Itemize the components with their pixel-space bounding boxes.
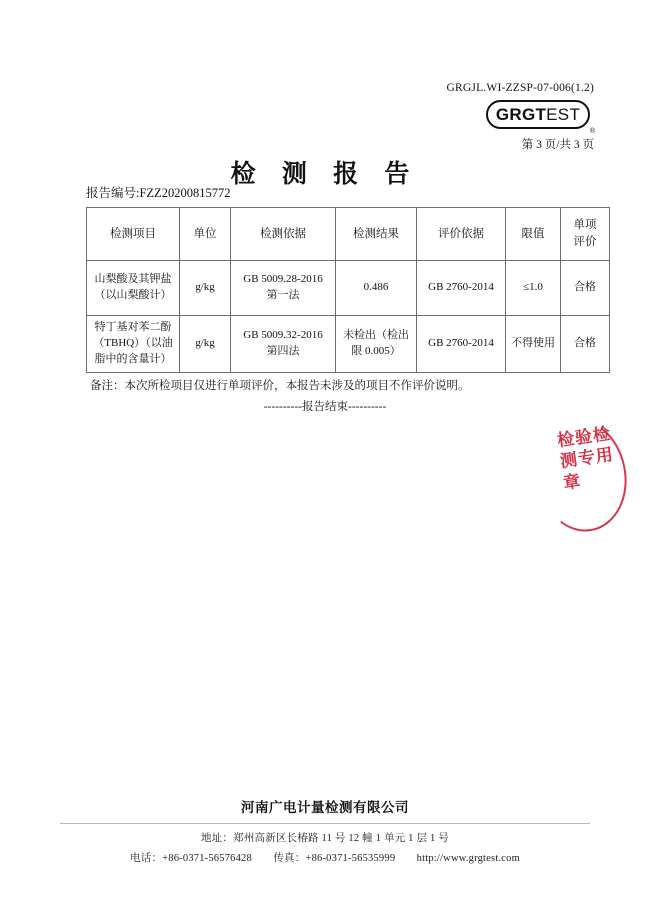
cell-basis-line1: GB 5009.32-2016 bbox=[243, 328, 323, 341]
logo-border bbox=[486, 100, 590, 129]
cell-item-line2: （TBHQ）（以油 bbox=[93, 336, 173, 349]
cell-limit: 不得使用 bbox=[506, 316, 561, 373]
cell-limit: ≤1.0 bbox=[506, 261, 561, 316]
company-logo bbox=[486, 100, 595, 135]
column-header-limit: 限值 bbox=[506, 208, 561, 261]
table-row bbox=[87, 316, 610, 373]
cell-basis-line2: 第四法 bbox=[266, 344, 300, 357]
cell-item-line1: 山梨酸及其钾盐 bbox=[94, 273, 172, 286]
table-row bbox=[87, 261, 610, 316]
logo-text bbox=[496, 106, 580, 123]
footer-contact: 电话：+86-0371-56576428 传真：+86-0371-56535999 http://www.grgtest.com bbox=[130, 853, 520, 864]
column-header-unit: 单位 bbox=[180, 208, 231, 261]
cell-eval-basis: GB 2760-2014 bbox=[417, 316, 506, 373]
cell-eval-basis: GB 2760-2014 bbox=[417, 261, 506, 316]
page-footer bbox=[0, 796, 650, 865]
table-header-row bbox=[87, 208, 610, 261]
cell-item-line1: 特丁基对苯二酚 bbox=[94, 321, 172, 333]
report-number: 报告编号:FZZ20200815772 bbox=[86, 186, 231, 200]
cell-unit: g/kg bbox=[180, 261, 231, 316]
page-count: 第 3 页/共 3 页 bbox=[521, 139, 594, 151]
cell-item bbox=[87, 261, 180, 316]
seal-text: 检验检测专用章 bbox=[555, 423, 616, 493]
cell-result bbox=[336, 316, 417, 373]
column-header-verdict-line2: 评价 bbox=[573, 236, 597, 248]
registered-trademark-icon: ® bbox=[589, 128, 595, 135]
cell-basis bbox=[231, 261, 336, 316]
test-results-table bbox=[86, 207, 610, 373]
cell-result-line2: 限 0.005） bbox=[351, 344, 401, 357]
cell-item-line3: 脂中的含量计） bbox=[94, 352, 172, 365]
column-header-basis: 检测依据 bbox=[231, 208, 336, 261]
cell-result-line1: 未检出（检出 bbox=[343, 328, 409, 341]
document-code: GRGJL.WI-ZZSP-07-006(1.2) bbox=[446, 82, 594, 94]
cell-item bbox=[87, 316, 180, 373]
cell-verdict: 合格 bbox=[561, 316, 610, 373]
logo-text-main: GRGT bbox=[495, 105, 547, 124]
column-header-verdict bbox=[561, 208, 610, 261]
logo-text-sub: EST bbox=[546, 105, 581, 124]
seal-arc bbox=[525, 410, 637, 540]
cell-verdict: 合格 bbox=[561, 261, 610, 316]
cell-item-line2: （以山梨酸计） bbox=[94, 289, 172, 301]
page-title: 检 测 报 告 bbox=[230, 161, 420, 188]
report-end-marker: ----------报告结束---------- bbox=[263, 401, 387, 413]
remark-text: 备注：本次所检项目仅进行单项评价，本报告未涉及的项目不作评价说明。 bbox=[90, 380, 470, 392]
cell-basis-line1: GB 5009.28-2016 bbox=[243, 273, 323, 286]
cell-result: 0.486 bbox=[336, 261, 417, 316]
column-header-verdict-line1: 单项 bbox=[573, 219, 597, 232]
footer-address: 地址：郑州高新区长椿路 11 号 12 幢 1 单元 1 层 1 号 bbox=[201, 833, 449, 844]
cell-unit: g/kg bbox=[180, 316, 231, 373]
column-header-item: 检测项目 bbox=[87, 208, 180, 261]
cell-basis bbox=[231, 316, 336, 373]
footer-divider bbox=[60, 823, 590, 824]
footer-company-name: 河南广电计量检测有限公司 bbox=[241, 800, 409, 815]
column-header-eval-basis: 评价依据 bbox=[417, 208, 506, 261]
column-header-result: 检测结果 bbox=[336, 208, 417, 261]
cell-basis-line2: 第一法 bbox=[266, 289, 300, 301]
official-seal-stamp bbox=[552, 418, 628, 528]
